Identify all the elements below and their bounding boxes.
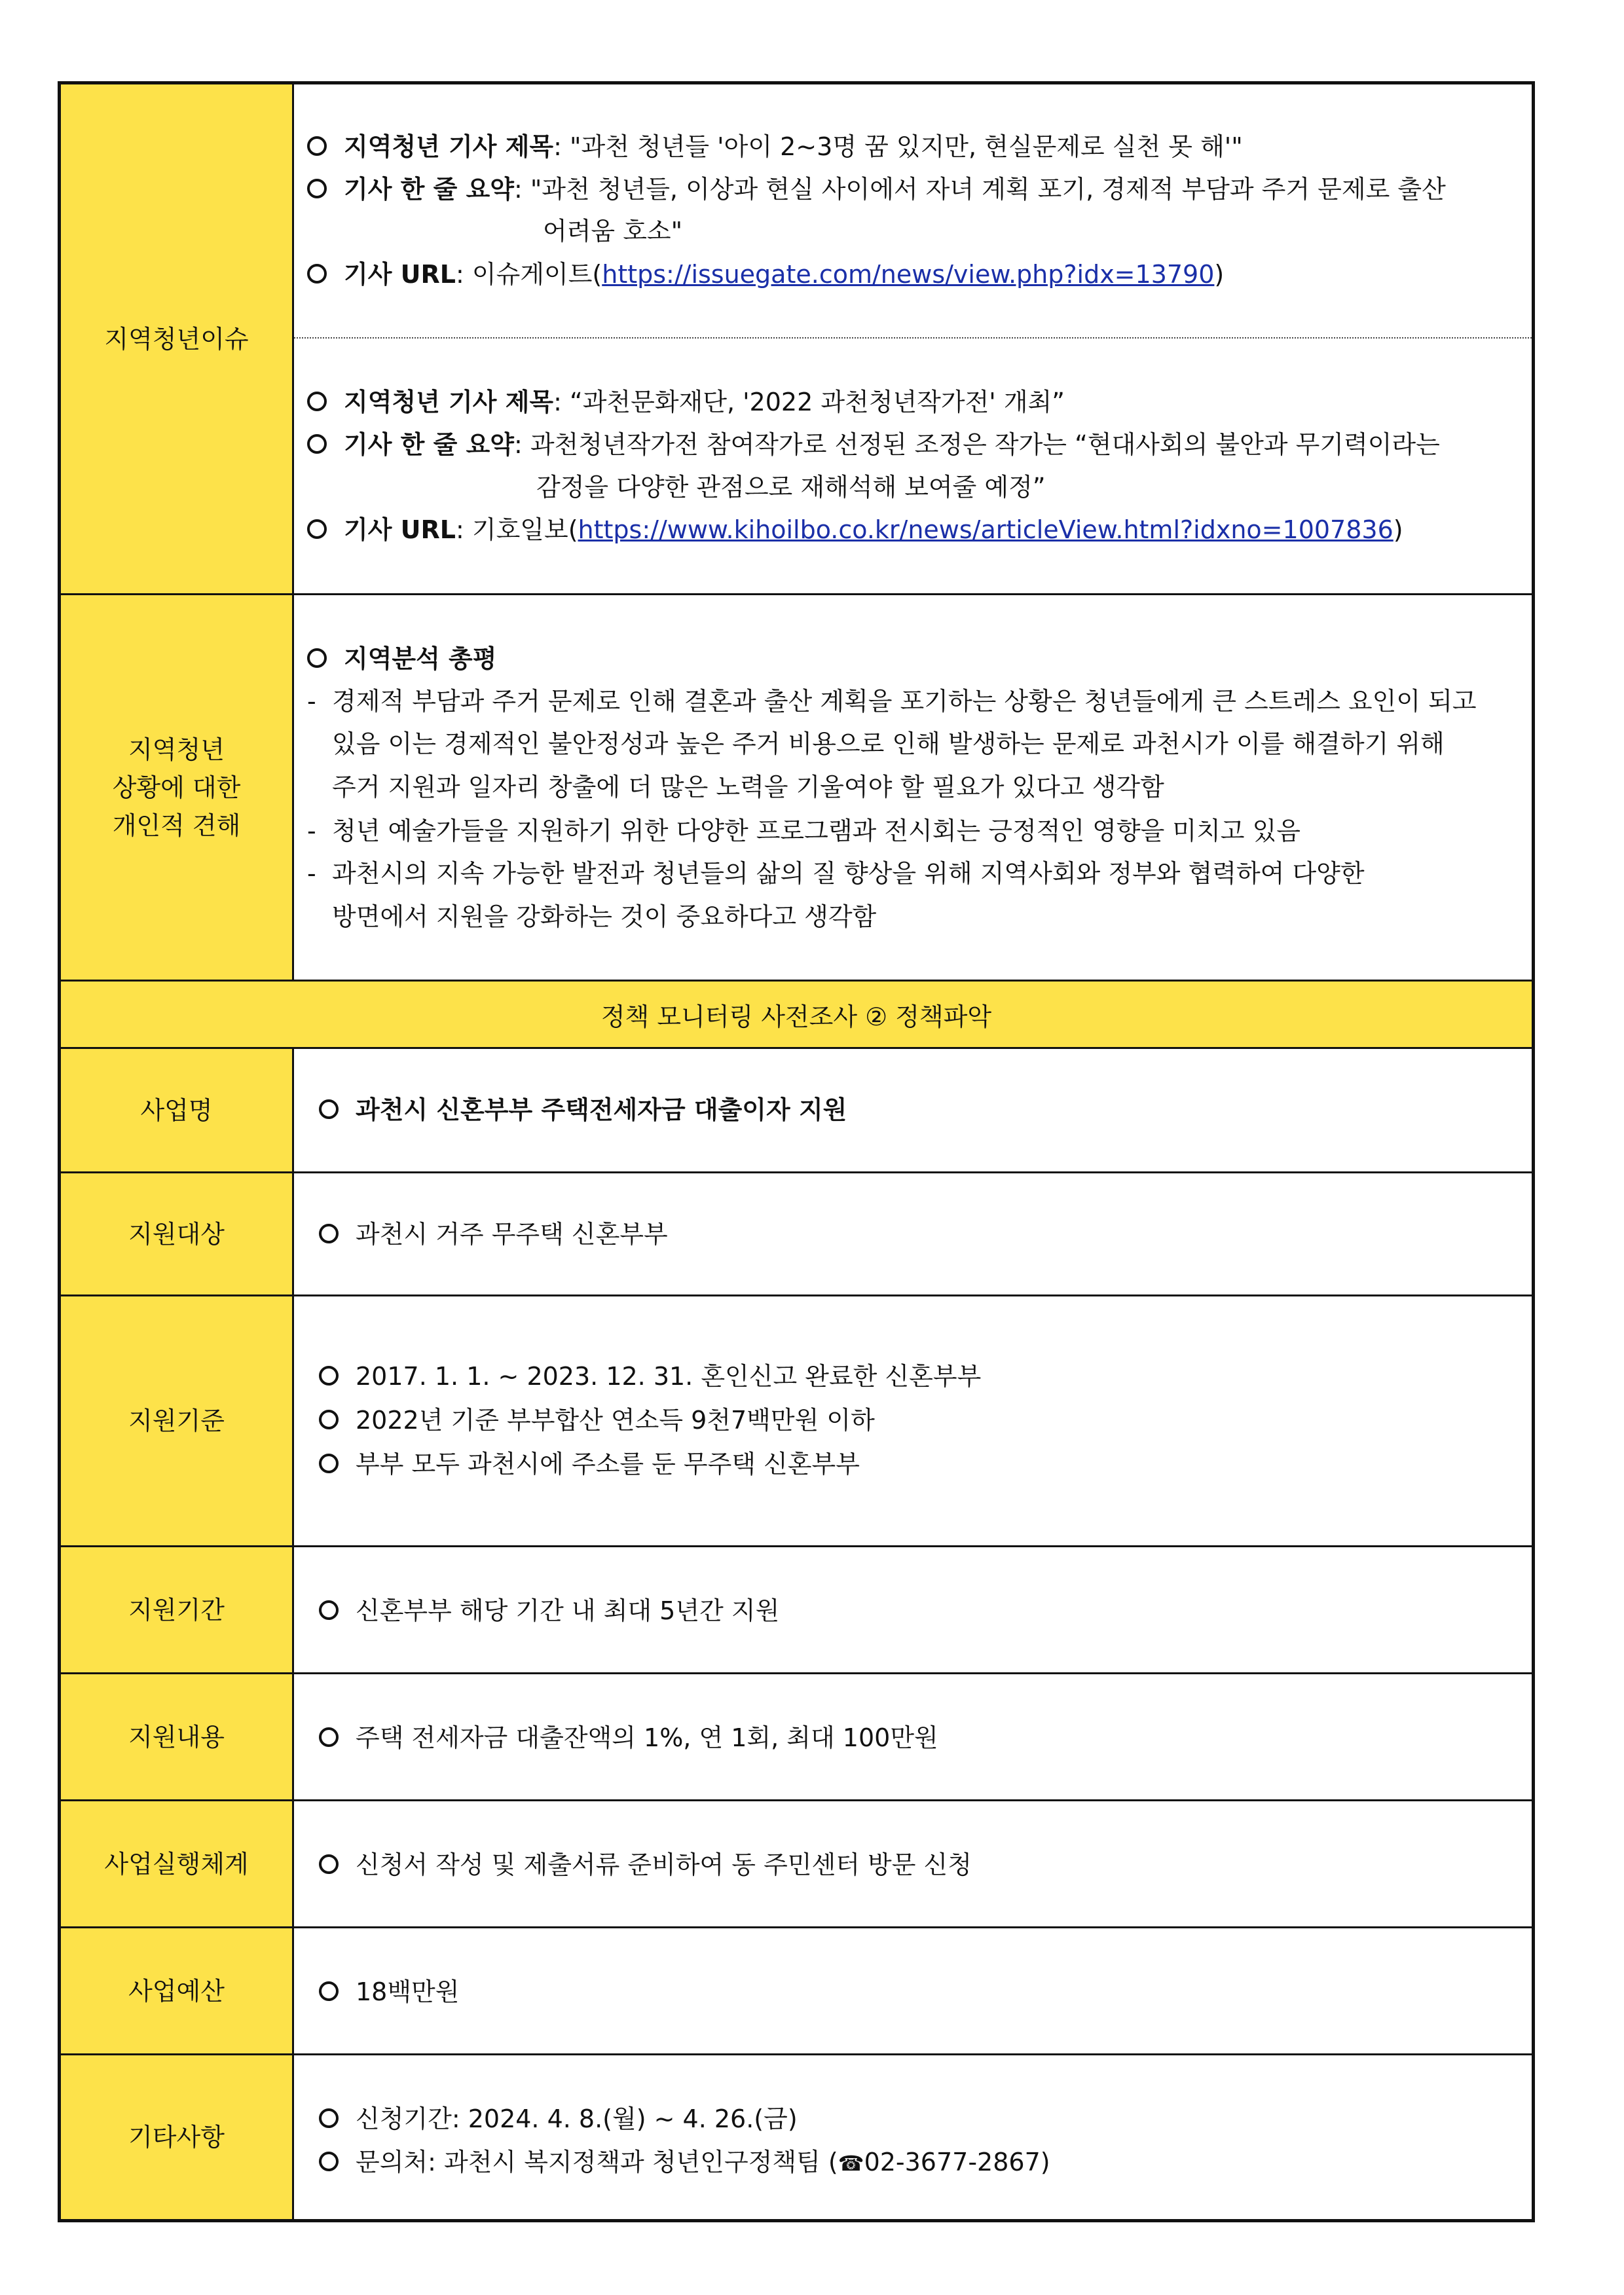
etc-apply-period: 신청기간: 2024. 4. 8.(월) ~ 4. 26.(금) [319,2102,798,2135]
row-content [61,1674,1532,1801]
support-content-text: 주택 전세자금 대출잔액의 1%, 연 1회, 최대 100만원 [319,1721,938,1754]
circle-bullet-icon [307,392,327,411]
content-etc [294,2055,1532,2219]
row-criteria [61,1296,1532,1547]
circle-bullet-icon [319,1099,339,1119]
content-system [294,1801,1532,1926]
article1-url: 기사 URL: 이슈게이트(https://issuegate.com/news/view.php?idx=13790) [307,258,1224,291]
content-period [294,1547,1532,1672]
label-target: 지원대상 [61,1173,294,1294]
opinion-line-1: - 경제적 부담과 주거 문제로 인해 결혼과 출산 계획을 포기하는 상황은 청년들에게 큰 스트레스 요인이 되고 [307,687,1477,716]
target-text: 과천시 거주 무주택 신혼부부 [319,1218,668,1251]
content-target [294,1173,1532,1294]
policy-table [58,81,1535,2222]
circle-bullet-icon [319,1981,339,2001]
circle-bullet-icon [319,2108,339,2128]
article2-summary-cont: 감정을 다양한 관점으로 재해석해 보여줄 예정” [536,473,1046,502]
period-text: 신혼부부 해당 기간 내 최대 5년간 지원 [319,1594,779,1627]
label-etc: 기타사항 [61,2055,294,2219]
row-personal-opinion [61,595,1532,982]
etc-contact: 문의처: 과천시 복지정책과 청년인구정책팀 (☎02-3677-2867) [319,2146,1050,2180]
circle-bullet-icon [307,264,327,284]
opinion-line-6: 방면에서 지원을 강화하는 것이 중요하다고 생각함 [332,902,877,931]
content-youth-issue [294,84,1532,593]
circle-bullet-icon [319,2152,339,2171]
project-name-text: 과천시 신혼부부 주택전세자금 대출이자 지원 [319,1093,847,1126]
label-content: 지원내용 [61,1674,294,1799]
circle-bullet-icon [319,1366,339,1386]
criteria-3: 부부 모두 과천시에 주소를 둔 무주택 신혼부부 [319,1448,860,1480]
row-period [61,1547,1532,1674]
article1-link[interactable]: https://issuegate.com/news/view.php?idx=13790 [602,260,1215,289]
article2-url: 기사 URL: 기호일보(https://www.kihoilbo.co.kr/news/articleView.html?idxno=1007836) [307,513,1403,546]
circle-bullet-icon [319,1727,339,1747]
circle-bullet-icon [307,136,327,156]
opinion-line-2: 있음 이는 경제적인 불안정성과 높은 주거 비용으로 인해 발생하는 문제로 과천시가 이를 해결하기 위해 [332,729,1445,758]
content-personal-opinion [294,595,1532,980]
row-system [61,1801,1532,1928]
label-criteria: 지원기준 [61,1296,294,1545]
row-target [61,1173,1532,1296]
article2-link[interactable]: https://www.kihoilbo.co.kr/news/articleView.html?idxno=1007836 [578,515,1393,544]
article1-summary: 기사 한 줄 요약: "과천 청년들, 이상과 현실 사이에서 자녀 계획 포기, 경제적 부담과 주거 문제로 출산 [307,173,1446,206]
circle-bullet-icon [307,179,327,198]
phone-icon: ☎ [838,2151,864,2176]
content-budget [294,1928,1532,2053]
opinion-line-3: 주거 지원과 일자리 창출에 더 많은 노력을 기울여야 할 필요가 있다고 생각함 [332,773,1164,801]
opinion-line-4: - 청년 예술가들을 지원하기 위한 다양한 프로그램과 전시회는 긍정적인 영향을 미치고 있음 [307,817,1301,845]
label-project-name: 사업명 [61,1049,294,1171]
label-youth-issue: 지역청년이슈 [61,84,294,593]
label-system: 사업실행체계 [61,1801,294,1926]
circle-bullet-icon [319,1454,339,1473]
label-personal-opinion: 지역청년 상황에 대한 개인적 견해 [61,595,294,980]
row-etc [61,2055,1532,2219]
opinion-line-5: - 과천시의 지속 가능한 발전과 청년들의 삶의 질 향상을 위해 지역사회와 정부와 협력하여 다양한 [307,859,1365,888]
circle-bullet-icon [307,434,327,454]
label-period: 지원기간 [61,1547,294,1672]
circle-bullet-icon [319,1410,339,1429]
content-project-name [294,1049,1532,1171]
system-text: 신청서 작성 및 제출서류 준비하여 동 주민센터 방문 신청 [319,1848,972,1881]
content-support [294,1674,1532,1799]
row-youth-issue [61,84,1532,595]
circle-bullet-icon [319,1854,339,1874]
budget-text: 18백만원 [319,1975,459,2008]
article2-summary: 기사 한 줄 요약: 과천청년작가전 참여작가로 선정된 조정은 작가는 “현대사회의 불안과 무기력이라는 [307,428,1440,461]
row-project-name [61,1049,1532,1173]
content-criteria [294,1296,1532,1545]
section-banner: 정책 모니터링 사전조사 ② 정책파악 [61,982,1532,1049]
article2-title: 지역청년 기사 제목: “과천문화재단, '2022 과천청년작가전' 개최” [307,386,1065,418]
row-budget [61,1928,1532,2055]
circle-bullet-icon [319,1224,339,1243]
criteria-2: 2022년 기준 부부합산 연소득 9천7백만원 이하 [319,1404,875,1437]
circle-bullet-icon [307,648,327,668]
criteria-1: 2017. 1. 1. ~ 2023. 12. 31. 혼인신고 완료한 신혼부부 [319,1360,981,1393]
circle-bullet-icon [307,519,327,539]
article1-summary-cont: 어려움 호소" [543,217,683,246]
dotted-divider [294,337,1532,339]
circle-bullet-icon [319,1600,339,1620]
opinion-heading: 지역분석 총평 [307,642,496,675]
article1-title: 지역청년 기사 제목: "과천 청년들 '아이 2~3명 꿈 있지만, 현실문제로 실천 못 해'" [307,130,1243,163]
label-budget: 사업예산 [61,1928,294,2053]
